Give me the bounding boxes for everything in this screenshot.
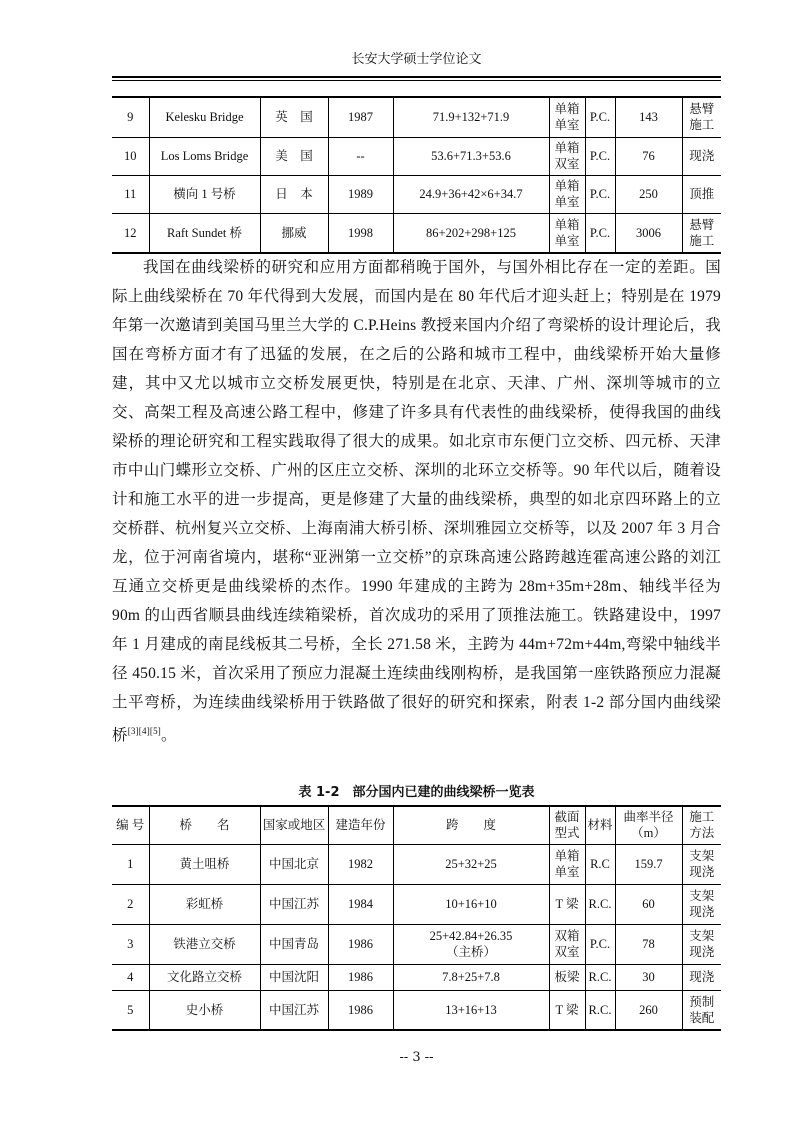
table-cell: R.C.	[585, 964, 615, 990]
table-cell: 1986	[328, 924, 393, 964]
table-cell: 预制 装配	[682, 990, 721, 1030]
column-header: 编 号	[112, 806, 149, 844]
table-cell: 现浇	[682, 137, 721, 175]
table-cell: 中国江苏	[260, 884, 328, 924]
table-cell: 1989	[328, 175, 393, 213]
table-cell: 159.7	[615, 844, 682, 884]
table-cell: 11	[112, 175, 149, 213]
column-header: 建造年份	[328, 806, 393, 844]
table-cell: 史小桥	[149, 990, 260, 1030]
table-cell: 日 本	[260, 175, 328, 213]
citation-reference: [3][4][5]	[127, 726, 161, 736]
table-cell: 24.9+36+42×6+34.7	[393, 175, 549, 213]
page-header: 长安大学硕士学位论文	[351, 52, 482, 67]
table-row	[112, 844, 721, 884]
table-row	[112, 213, 721, 253]
table-cell: 挪威	[260, 213, 328, 253]
table-row	[112, 97, 721, 137]
table-cell: 60	[615, 884, 682, 924]
table-cell: 支架 现浇	[682, 844, 721, 884]
table-cell: 中国青岛	[260, 924, 328, 964]
column-header: 材料	[585, 806, 615, 844]
table-cell: 9	[112, 97, 149, 137]
table-cell: P.C.	[585, 213, 615, 253]
table-cell: 25+42.84+26.35 （主桥）	[393, 924, 549, 964]
table-cell: 143	[615, 97, 682, 137]
table-cell: 53.6+71.3+53.6	[393, 137, 549, 175]
table-cell: 单箱 单室	[549, 844, 585, 884]
table-cell: 12	[112, 213, 149, 253]
table-cell: 中国沈阳	[260, 964, 328, 990]
table-cell: 1986	[328, 990, 393, 1030]
table-cell: R.C	[585, 844, 615, 884]
column-header: 跨 度	[393, 806, 549, 844]
table-cell: 78	[615, 924, 682, 964]
column-header: 截面 型式	[549, 806, 585, 844]
column-header: 曲率半径 （m）	[615, 806, 682, 844]
bridge-table-domestic	[112, 805, 721, 1031]
page-number: -- 3 --	[399, 1050, 434, 1065]
table-cell: 英 国	[260, 97, 328, 137]
table-header-row	[112, 806, 721, 844]
table-cell: 横向 1 号桥	[149, 175, 260, 213]
column-header: 施工 方法	[682, 806, 721, 844]
table-cell: 1984	[328, 884, 393, 924]
table-cell: 1987	[328, 97, 393, 137]
table-cell: P.C.	[585, 137, 615, 175]
table-cell: 单箱 单室	[549, 213, 585, 253]
table-cell: 美 国	[260, 137, 328, 175]
table-cell: 10+16+10	[393, 884, 549, 924]
table-cell: P.C.	[585, 175, 615, 213]
body-paragraph	[112, 253, 721, 750]
table-cell: --	[328, 137, 393, 175]
table-row	[112, 137, 721, 175]
table-cell: R.C.	[585, 884, 615, 924]
column-header: 桥 名	[149, 806, 260, 844]
header-rule	[112, 76, 721, 78]
paragraph-text: 我国在曲线梁桥的研究和应用方面都稍晚于国外，与国外相比存在一定的差距。国际上曲线梁桥在 70 年代得到大发展，而国内是在 80 年代后才迎头赶上；特别是在 1979 年第一次邀请到美国马里兰大学的 C.P.Heins 教授来国内介绍了弯梁桥的设计理论后，我国在弯桥方面才有了迅猛的发展，在之后的公路和城市工程中，曲线梁桥开始大量修建，其中又尤以城市立交桥发展更快，特别是在北京、天津、广州、深圳等城市的立交、高架工程及高速公路工程中，修建了许多具有代表性的曲线梁桥，使得我国的曲线梁桥的理论研究和工程实践取得了很大的成果。如北京市东便门立交桥、四元桥、天津市中山门蝶形立交桥、广州的区庄立交桥、深圳的北环立交桥等。90 年代以后，随着设计和施工水平的进一步提高，更是修建了大量的曲线梁桥，典型的如北京四环路上的立交桥群、杭州复兴立交桥、上海南浦大桥引桥、深圳雅园立交桥等，以及 2007 年 3 月合龙，位于河南省境内，堪称“亚洲第一立交桥”的京珠高速公路跨越连霍高速公路的刘江互通立交桥更是曲线梁桥的杰作。1990 年建成的主跨为 28m+35m+28m、轴线半径为 90m 的山西省顺县曲线连续箱梁桥，首次成功的采用了顶推法施工。铁路建设中，1997 年 1 月建成的南昆线板其二号桥，全长 271.58 米，主跨为 44m+72m+44m,弯梁中轴线半径 450.15 米，首次采用了预应力混凝土连续曲线刚构桥，是我国第一座铁路预应力混凝土平弯桥，为连续曲线梁桥用于铁路做了很好的研究和探索，附表 1-2 部分国内曲线梁桥	[112, 259, 721, 745]
table-row	[112, 990, 721, 1030]
table-cell: Kelesku Bridge	[149, 97, 260, 137]
table-cell: 1982	[328, 844, 393, 884]
table-row	[112, 884, 721, 924]
column-header: 国家或地区	[260, 806, 328, 844]
table-cell: 250	[615, 175, 682, 213]
table-cell: 3	[112, 924, 149, 964]
table-cell: 86+202+298+125	[393, 213, 549, 253]
table-cell: T 梁	[549, 884, 585, 924]
table-cell: 30	[615, 964, 682, 990]
table-cell: P.C.	[585, 97, 615, 137]
table-cell: 悬臂 施工	[682, 213, 721, 253]
header-rule-thin	[112, 80, 721, 81]
table-cell: Raft Sundet 桥	[149, 213, 260, 253]
table-cell: 单箱 双室	[549, 137, 585, 175]
table-cell: 7.8+25+7.8	[393, 964, 549, 990]
table-cell: 3006	[615, 213, 682, 253]
bridge-table-foreign	[112, 96, 721, 254]
table-cell: T 梁	[549, 990, 585, 1030]
table-cell: Los Loms Bridge	[149, 137, 260, 175]
paragraph-end: 。	[161, 727, 177, 745]
table-row	[112, 175, 721, 213]
table-cell: P.C.	[585, 924, 615, 964]
table-cell: 中国北京	[260, 844, 328, 884]
table-cell: 1986	[328, 964, 393, 990]
table-cell: 悬臂 施工	[682, 97, 721, 137]
table-cell: 5	[112, 990, 149, 1030]
table-cell: 黄土咀桥	[149, 844, 260, 884]
table-cell: 铁港立交桥	[149, 924, 260, 964]
table-cell: 彩虹桥	[149, 884, 260, 924]
table-cell: 现浇	[682, 964, 721, 990]
table-row	[112, 964, 721, 990]
table-cell: 25+32+25	[393, 844, 549, 884]
table-cell: 中国江苏	[260, 990, 328, 1030]
table-cell: 260	[615, 990, 682, 1030]
table-cell: 71.9+132+71.9	[393, 97, 549, 137]
table-cell: 76	[615, 137, 682, 175]
table-cell: 单箱 单室	[549, 97, 585, 137]
table-cell: 4	[112, 964, 149, 990]
table-cell: 文化路立交桥	[149, 964, 260, 990]
table-cell: 板梁	[549, 964, 585, 990]
table-cell: R.C.	[585, 990, 615, 1030]
table-cell: 单箱 单室	[549, 175, 585, 213]
table-cell: 支架 现浇	[682, 884, 721, 924]
table-cell: 支架 现浇	[682, 924, 721, 964]
table-cell: 顶推	[682, 175, 721, 213]
table-cell: 2	[112, 884, 149, 924]
table-cell: 10	[112, 137, 149, 175]
table-cell: 1998	[328, 213, 393, 253]
table-cell: 1	[112, 844, 149, 884]
table-row	[112, 924, 721, 964]
table-cell: 双箱 双室	[549, 924, 585, 964]
table-caption: 表 1-2 部分国内已建的曲线梁桥一览表	[298, 785, 535, 800]
table-cell: 13+16+13	[393, 990, 549, 1030]
